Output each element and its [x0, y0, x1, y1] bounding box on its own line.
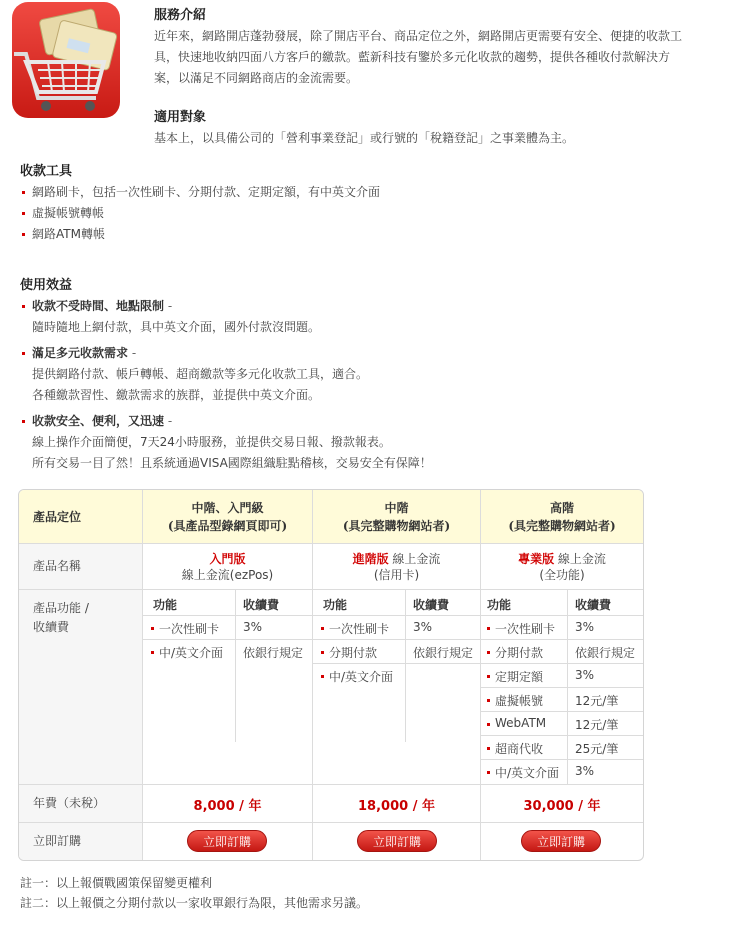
- feature-row: 超商代收 25元/筆: [481, 736, 643, 760]
- tools-item: 網路刷卡，包括一次性刷卡、分期付款、定期定額，有中英文介面: [20, 182, 380, 203]
- benefit-desc: 各種繳款習性、繳款需求的族群，並提供中英文介面。: [32, 388, 321, 402]
- annual-fee-row: [19, 785, 643, 823]
- feature-table: [143, 590, 313, 784]
- product-name-cell: 入門版 線上金流(ezPos): [143, 544, 313, 589]
- features-label: 產品功能 / 收續費: [33, 601, 89, 634]
- product-name-row: [19, 544, 643, 590]
- feature-row: 一次性刷卡 3%: [143, 616, 312, 640]
- service-line: 案，以滿足不同網路商店的金流需要。: [154, 71, 359, 85]
- feature-row: 中/英文介面 依銀行規定: [143, 640, 312, 664]
- benefits-title: 使用效益: [20, 278, 73, 293]
- tools-title: 收款工具: [20, 164, 73, 179]
- feature-row: 中/英文介面 3%: [481, 760, 643, 784]
- annual-fee-label: 年費（未稅）: [33, 796, 106, 810]
- buy-row: [19, 823, 643, 860]
- product-name-cell: 進階版 線上金流 (信用卡): [313, 544, 481, 589]
- feature-table-header: 功能 收續費: [143, 590, 312, 616]
- buy-button-advanced[interactable]: 立即訂購: [357, 830, 437, 852]
- pricing-header-row: [19, 490, 643, 544]
- tools-item: 網路ATM轉帳: [20, 224, 380, 245]
- feature-table-header: 功能 收續費: [481, 590, 643, 616]
- service-title: 服務介紹: [154, 8, 207, 23]
- feature-row: WebATM 12元/筆: [481, 712, 643, 736]
- tier-header: 中階、入門級 (具產品型錄網頁即可): [143, 490, 313, 543]
- service-description: [154, 26, 730, 89]
- feature-table: [481, 590, 643, 784]
- buy-button-professional[interactable]: 立即訂購: [521, 830, 601, 852]
- pricing-table: [18, 489, 644, 861]
- buy-button-entry[interactable]: 立即訂購: [187, 830, 267, 852]
- tier-header: 中階 (具完整購物網站者): [313, 490, 481, 543]
- benefit-title: 收款不受時間、地點限制 -: [20, 296, 720, 317]
- tier-header: 高階 (具完整購物網站者): [508, 501, 616, 533]
- price-value: 18,000 / 年: [358, 799, 435, 814]
- notes: [20, 873, 368, 913]
- service-line: 具，快速地收納四面八方客戶的繳款。藍新科技有鑒於多元化收款的趨勢，提供各種收付款解決方: [154, 50, 671, 64]
- product-name-cell: 專業版 線上金流 (全功能): [518, 552, 606, 582]
- service-line: 近年來，網路開店蓬勃發展，除了開店平台、商品定位之外，網路開店更需要有安全、便捷的收款工: [154, 29, 683, 43]
- benefit-desc: 提供網路付款、帳戶轉帳、超商繳款等多元化收款工具，適合。: [32, 367, 369, 381]
- feature-table: [313, 590, 481, 784]
- tools-list: [20, 182, 380, 245]
- benefit-title: 收款安全、便利，又迅速 -: [20, 411, 720, 432]
- shopping-cart-icon: [12, 2, 120, 118]
- benefit-desc: 線上操作介面簡便，7天24小時服務，並提供交易日報、撥款報表。: [32, 435, 391, 449]
- benefit-desc: 隨時隨地上網付款，具中英文介面，國外付款沒問題。: [32, 320, 321, 334]
- note-item: 註一：以上報價戰國策保留變更權利: [20, 876, 213, 890]
- product-name-label: 產品名稱: [33, 559, 82, 573]
- benefit-title: 滿足多元收款需求 -: [20, 343, 720, 364]
- note-item: 註二：以上報價之分期付款以一家收單銀行為限，其他需求另議。: [20, 896, 369, 910]
- feature-row: 定期定額 3%: [481, 664, 643, 688]
- benefits-list: [20, 296, 720, 474]
- buy-row-label: 立即訂購: [33, 834, 82, 848]
- feature-row: 分期付款 依銀行規定: [313, 640, 480, 664]
- feature-row: 中/英文介面: [313, 664, 480, 688]
- feature-table-header: 功能 收續費: [313, 590, 480, 616]
- price-value: 30,000 / 年: [523, 799, 601, 814]
- feature-row: 虛擬帳號 12元/筆: [481, 688, 643, 712]
- features-row: [19, 590, 643, 785]
- tools-item: 虛擬帳號轉帳: [20, 203, 380, 224]
- feature-row: 一次性刷卡 3%: [481, 616, 643, 640]
- audience-title: 適用對象: [154, 110, 207, 125]
- price-value: 8,000 / 年: [193, 799, 262, 814]
- feature-row: 分期付款 依銀行規定: [481, 640, 643, 664]
- feature-row: 一次性刷卡 3%: [313, 616, 480, 640]
- header-positioning-label: 產品定位: [33, 510, 82, 524]
- benefit-desc: 所有交易一目了然！且系統通過VISA國際組織駐點稽核，交易安全有保障！: [32, 456, 432, 470]
- audience-text: 基本上，以具備公司的「營利事業登記」或行號的「稅籍登記」之事業體為主。: [154, 131, 575, 145]
